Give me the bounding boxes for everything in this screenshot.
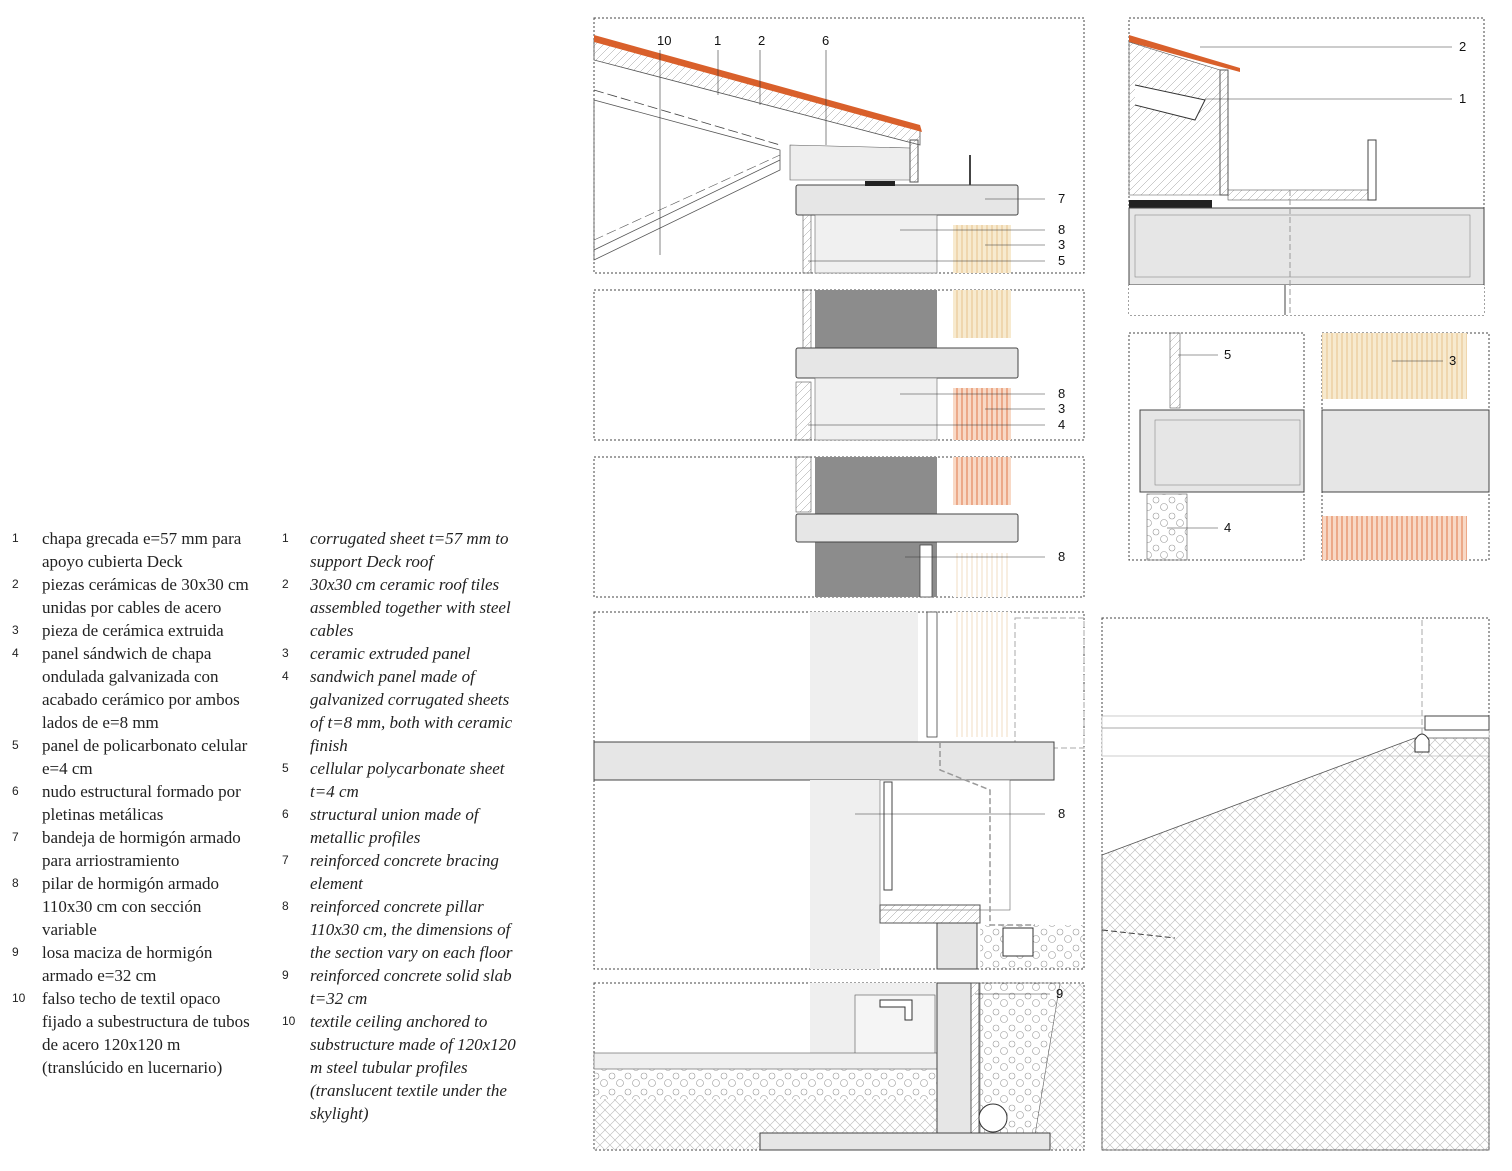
legend-en-number: 2 (282, 577, 289, 591)
callout-8: 8 (1058, 386, 1066, 401)
legend-es-text: pilar de hormigón armado 110x30 cm con sección variable (42, 874, 220, 939)
detail-ground-panel (1102, 618, 1489, 1150)
legend-en-number: 10 (282, 1014, 296, 1028)
callout-2: 2 (1459, 39, 1467, 54)
callout-4: 4 (1058, 417, 1066, 432)
legend-en-number: 7 (282, 853, 289, 867)
legend-en-text: reinforced concrete solid slab t=32 cm (310, 966, 512, 1008)
legend-es-text: piezas cerámicas de 30x30 cm unidas por cables de acero (42, 575, 249, 617)
detail-roof-panel (1129, 18, 1484, 315)
legend-en-number: 3 (282, 646, 289, 660)
callout-10: 10 (657, 33, 672, 48)
legend-es-number: 1 (12, 531, 19, 545)
legend-en-number: 8 (282, 899, 289, 913)
section-top-panel (594, 18, 1084, 273)
detail-ceramic-panel (1322, 333, 1489, 560)
legend-en-text: ceramic extruded panel (310, 644, 471, 663)
legend-en-text: 30x30 cm ceramic roof tiles assembled together with steel cables (310, 575, 511, 640)
legend-es-number: 5 (12, 738, 19, 752)
section-third-panel (594, 457, 1084, 597)
section-bottom-panel (594, 983, 1084, 1150)
legend-en-number: 4 (282, 669, 289, 683)
legend-es-text: nudo estructural formado por pletinas metálicas (42, 782, 241, 824)
legend-en-text: cellular polycarbonate sheet t=4 cm (310, 759, 505, 801)
legend-en-text: reinforced concrete pillar 110x30 cm, the dimensions of the section vary on each floor (310, 897, 513, 962)
legend-es-number: 9 (12, 945, 19, 959)
section-fourth-panel (594, 612, 1084, 969)
legend-en-number: 9 (282, 968, 289, 982)
section-second-panel (594, 290, 1084, 440)
legend-en-text: sandwich panel made of galvanized corrugated sheets of t=8 mm, both with ceramic finish (310, 667, 513, 755)
legend-es-number: 3 (12, 623, 19, 637)
callout-3: 3 (1058, 237, 1066, 252)
callout-3: 3 (1058, 401, 1066, 416)
callout-4: 4 (1224, 520, 1232, 535)
legend-es-text: pieza de cerámica extruida (42, 621, 224, 640)
callout-7: 7 (1058, 191, 1066, 206)
callout-5: 5 (1058, 253, 1066, 268)
legend-es-number: 7 (12, 830, 19, 844)
legend-es-number: 8 (12, 876, 19, 890)
legend-es-text: bandeja de hormigón armado para arriostramiento (42, 828, 241, 870)
legend-es-number: 4 (12, 646, 19, 660)
callout-5: 5 (1224, 347, 1232, 362)
detail-polycarbonate-panel (1129, 333, 1304, 560)
legend-es-text: losa maciza de hormigón armado e=32 cm (42, 943, 213, 985)
legend-en-text: structural union made of metallic profiles (310, 805, 479, 847)
callout-8: 8 (1058, 806, 1066, 821)
legend-en-text: textile ceiling anchored to substructure made of 120x120 m steel tubular profiles (translucent textile under the skylight) (310, 1012, 516, 1123)
callout-8: 8 (1058, 549, 1066, 564)
legend-en-number: 6 (282, 807, 289, 821)
legend-es-number: 10 (12, 991, 26, 1005)
callout-6: 6 (822, 33, 830, 48)
legend-es-number: 2 (12, 577, 19, 591)
callout-3: 3 (1449, 353, 1457, 368)
legend-es-text: chapa grecada e=57 mm para apoyo cubierta Deck (42, 529, 242, 571)
callout-1: 1 (714, 33, 722, 48)
legend-es-text: panel de policarbonato celular e=4 cm (42, 736, 248, 778)
legend-es-number: 6 (12, 784, 19, 798)
legend-es-text: falso techo de textil opaco fijado a subestructura de tubos de acero 120x120 m (translúcido en lucernario) (42, 989, 250, 1077)
callout-9: 9 (1056, 986, 1064, 1001)
legend-en-text: reinforced concrete bracing element (310, 851, 499, 893)
legend-en-number: 5 (282, 761, 289, 775)
callout-2: 2 (758, 33, 766, 48)
legend-es-text: panel sándwich de chapa ondulada galvanizada con acabado cerámico por ambos lados de e=8 mm (42, 644, 240, 732)
callout-8: 8 (1058, 222, 1066, 237)
callout-1: 1 (1459, 91, 1467, 106)
legend-en-text: corrugated sheet t=57 mm to support Deck roof (310, 529, 509, 571)
legend-en-number: 1 (282, 531, 289, 545)
